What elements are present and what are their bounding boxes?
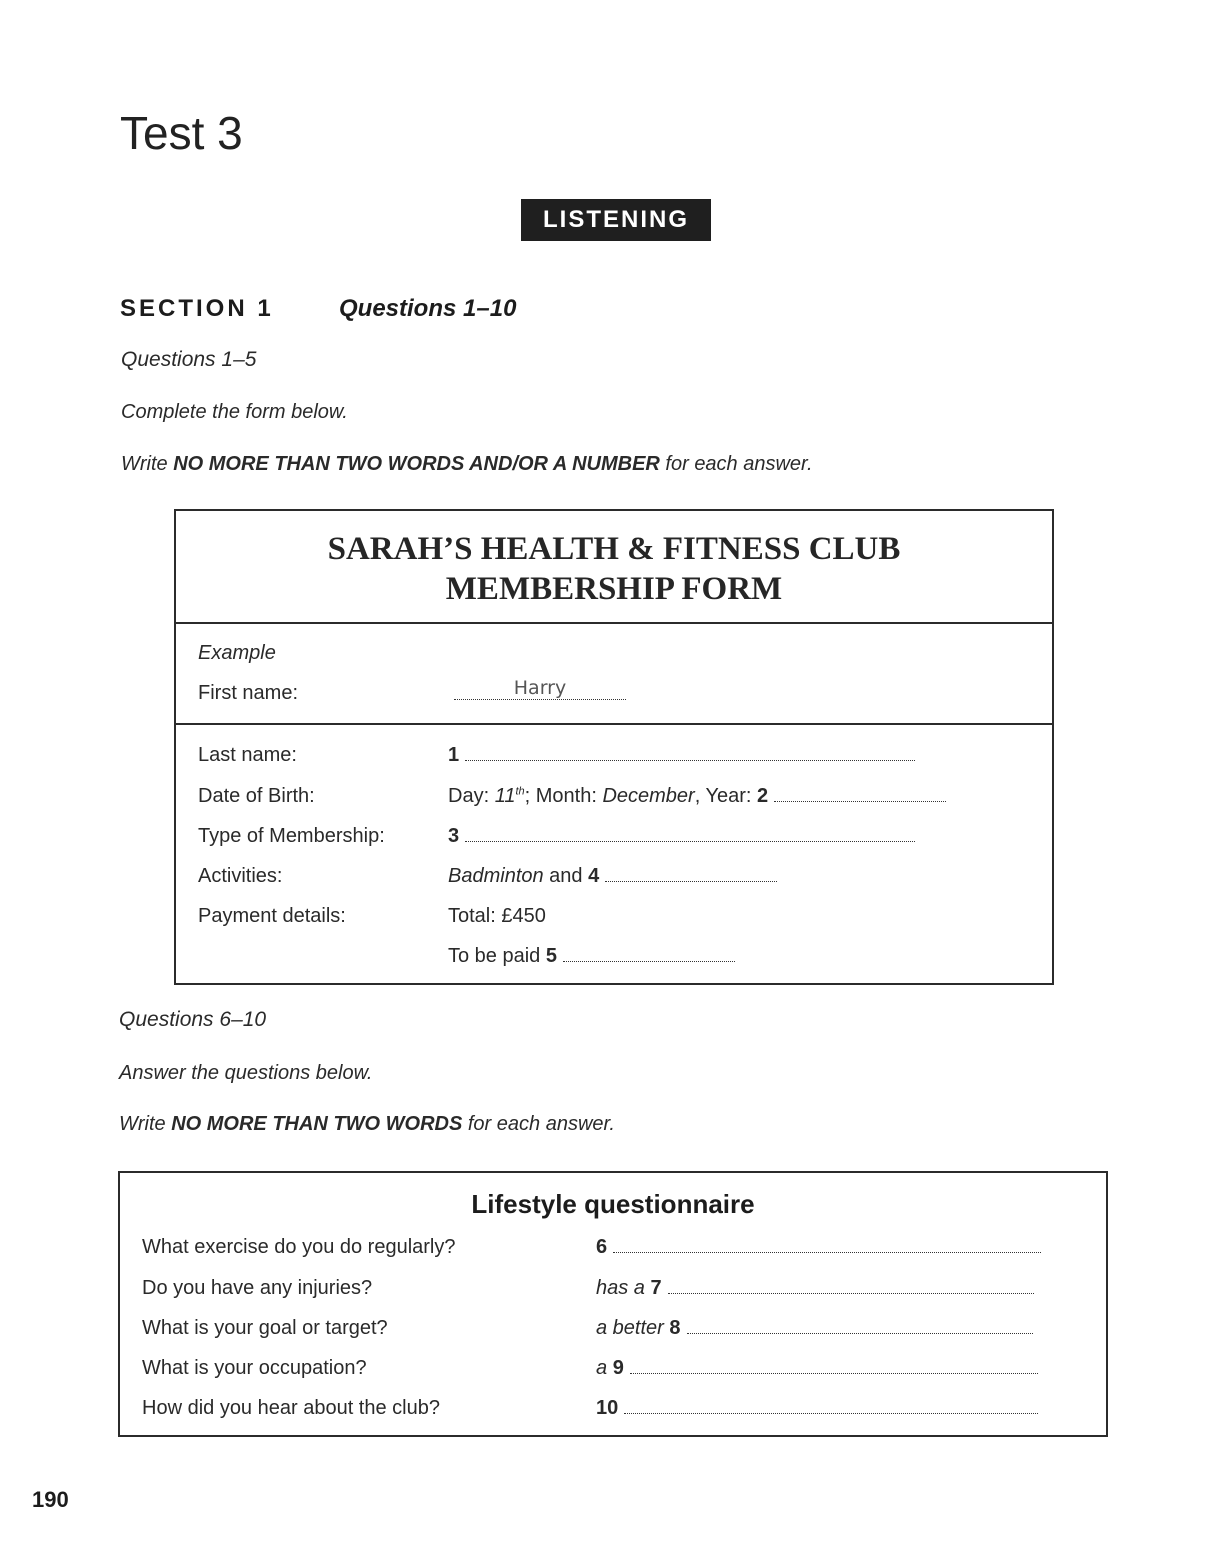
dob-month-prefix: ; Month: <box>524 785 603 807</box>
dob-value[interactable] <box>448 785 946 808</box>
questionnaire-answer[interactable] <box>596 1236 1041 1259</box>
answer-blank[interactable] <box>465 746 915 761</box>
page-number: 190 <box>32 1487 69 1512</box>
word-limit-instruction <box>119 1113 615 1136</box>
test-title: Test 3 <box>120 107 243 159</box>
membership-type-label: Type of Membership: <box>198 825 385 847</box>
question-number: 4 <box>588 865 600 887</box>
question-number: 8 <box>669 1317 681 1339</box>
questionnaire-question: Do you have any injuries? <box>142 1277 373 1299</box>
questionnaire-answer[interactable] <box>596 1357 1038 1380</box>
example-label: Example <box>198 642 276 664</box>
word-limit-prefix: Write <box>121 453 174 475</box>
question-number: 5 <box>545 945 557 967</box>
questions-1-5-heading: Questions 1–5 <box>121 348 257 371</box>
form-instruction: Complete the form below. <box>121 401 348 423</box>
form-divider <box>176 622 1052 624</box>
lifestyle-questionnaire <box>118 1171 1108 1437</box>
first-name-value: Harry <box>454 677 626 700</box>
activities-label: Activities: <box>198 865 283 887</box>
word-limit-prefix: Write <box>119 1113 172 1135</box>
questionnaire-question: How did you hear about the club? <box>142 1397 440 1419</box>
answer-blank[interactable] <box>624 1399 1038 1414</box>
dob-year-prefix: , Year: <box>694 785 757 807</box>
answer-prefix: a <box>596 1357 613 1379</box>
dob-label: Date of Birth: <box>198 785 315 807</box>
answer-blank[interactable] <box>687 1319 1033 1334</box>
questions-6-10-heading: Questions 6–10 <box>119 1008 267 1031</box>
dob-month: December <box>602 785 695 807</box>
answer-prefix: has a <box>596 1277 651 1299</box>
answer-blank[interactable] <box>465 827 915 842</box>
payment-total: Total: £450 <box>448 905 546 927</box>
questionnaire-question: What is your occupation? <box>142 1357 367 1379</box>
answer-blank[interactable] <box>774 787 946 802</box>
questionnaire-title: Lifestyle questionnaire <box>471 1189 755 1219</box>
form-divider <box>176 723 1052 725</box>
form-title <box>176 529 1052 609</box>
section-label: SECTION 1 <box>120 295 274 322</box>
word-limit-suffix: for each answer. <box>462 1113 615 1135</box>
membership-form <box>174 509 1054 985</box>
form-title-line2: MEMBERSHIP FORM <box>445 571 783 607</box>
question-number: 2 <box>757 785 769 807</box>
question-number: 6 <box>596 1236 608 1258</box>
listening-badge: LISTENING <box>521 199 711 241</box>
last-name-answer[interactable] <box>448 744 915 767</box>
activities-value: Badminton <box>448 865 544 887</box>
questionnaire-answer[interactable] <box>596 1317 1033 1340</box>
questionnaire-question: What exercise do you do regularly? <box>142 1236 456 1258</box>
answer-blank[interactable] <box>605 867 777 882</box>
questionnaire-answer[interactable] <box>596 1397 1038 1420</box>
question-number: 3 <box>448 825 460 847</box>
payment-label: Payment details: <box>198 905 346 927</box>
answer-blank[interactable] <box>668 1279 1034 1294</box>
activities-answer[interactable] <box>448 865 777 888</box>
first-name-answer <box>454 677 626 700</box>
word-limit-instruction <box>121 453 813 476</box>
answer-instruction: Answer the questions below. <box>119 1062 373 1084</box>
question-number: 1 <box>448 744 460 766</box>
first-name-label: First name: <box>198 682 299 704</box>
section-questions-range: Questions 1–10 <box>339 295 517 322</box>
dob-day-prefix: Day: <box>448 785 495 807</box>
answer-blank[interactable] <box>563 947 735 962</box>
answer-prefix: a better <box>596 1317 670 1339</box>
payment-paid-prefix: To be paid <box>448 945 546 967</box>
payment-paid-answer[interactable] <box>448 945 735 968</box>
word-limit-bold: NO MORE THAN TWO WORDS <box>171 1113 463 1135</box>
membership-type-answer[interactable] <box>448 825 915 848</box>
question-number: 10 <box>596 1397 619 1419</box>
dob-day: 11th <box>494 785 525 807</box>
question-number: 7 <box>650 1277 662 1299</box>
question-number: 9 <box>612 1357 624 1379</box>
questionnaire-answer[interactable] <box>596 1277 1034 1300</box>
form-title-line1: SARAH’S HEALTH & FITNESS CLUB <box>327 531 901 567</box>
activities-and: and <box>543 865 589 887</box>
questionnaire-question: What is your goal or target? <box>142 1317 388 1339</box>
answer-blank[interactable] <box>630 1359 1038 1374</box>
last-name-label: Last name: <box>198 744 297 766</box>
answer-blank[interactable] <box>613 1238 1041 1253</box>
word-limit-suffix: for each answer. <box>659 453 813 475</box>
word-limit-bold: NO MORE THAN TWO WORDS AND/OR A NUMBER <box>173 453 660 475</box>
